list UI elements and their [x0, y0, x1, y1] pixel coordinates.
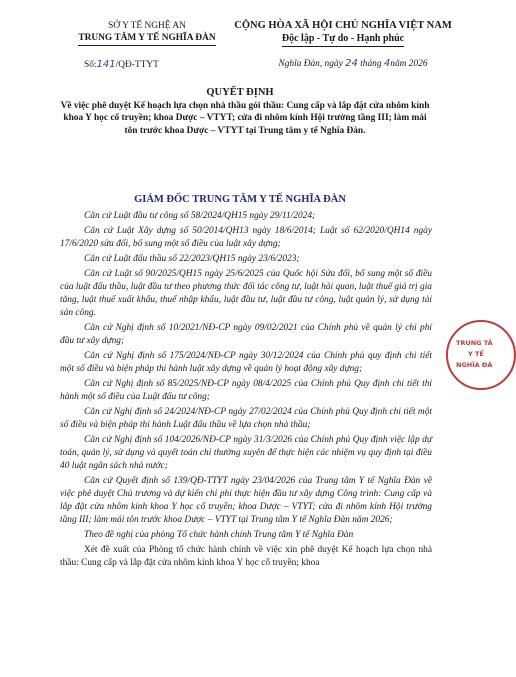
legal-basis-5: Căn cứ Nghị định số 10/2021/NĐ-CP ngày 09/02/2021 của Chính phủ về quản lý chi phí đầu tư xây dựng;	[60, 323, 432, 346]
red-seal-stamp: TRUNG TÂ Y TẾ NGHĨA ĐÀ	[446, 320, 516, 390]
director-heading: GIÁM ĐỐC TRUNG TÂM Y TẾ NGHĨA ĐÀN	[134, 194, 346, 205]
legal-basis-2: Căn cứ Luật Xây dựng số 50/2014/QH13 ngày 18/6/2014; Luật số 62/2020/QH14 ngày 17/6/2020 sửa đổi, bổ sung một số điều của luật xây dựng;	[60, 226, 432, 249]
legal-basis-8: Căn cứ Nghị định số 24/2024/NĐ-CP ngày 27/02/2024 của Chính phủ Quy định chi tiết một số điều và biện pháp thi hành Luật đấu thầu về lựa chọn nhà thầu;	[60, 407, 432, 430]
document-title: QUYẾT ĐỊNH	[206, 87, 274, 98]
consideration-paragraph: Xét đề xuất của Phòng tổ chức hành chính về việc xin phê duyệt Kế hoạch lựa chọn nhà thầu: Cung cấp và lắp đặt cửa nhôm kính khoa Y học cổ truyền; khoa	[60, 545, 432, 568]
agency-name: SỞ Y TẾ NGHỆ AN	[108, 21, 186, 31]
unit-name: TRUNG TÂM Y TẾ NGHĨA ĐÀN	[78, 32, 215, 46]
handwritten-day: 24	[345, 58, 358, 69]
document-subject: Về việc phê duyệt Kế hoạch lựa chọn nhà thầu gói thầu: Cung cấp và lắp đặt cửa nhôm kính khoa Y học cổ truyền; khoa Dược – VTYT; cửa đi nhôm kính Hội trường tầng III; làm mái tôn trước khoa Dược – VTYT tại Trung tâm y tế Nghĩa Đàn.	[60, 101, 430, 136]
legal-basis-4: Căn cứ Luật số 90/2025/QH15 ngày 25/6/2025 của Quốc hội Sửa đổi, bổ sung một số điều của luật đấu thầu, luật đầu tư theo phương thức đối tác công tư, luật hải quan, luật thuế giá trị gia tăng, luật thuế xuất khẩu, thuế nhập khẩu, luật đầu tư, luật đầu tư công, luật quản lý, sử dụng tài sản công.	[60, 269, 432, 318]
nation-title: CỘNG HÒA XÃ HỘI CHỦ NGHĨA VIỆT NAM	[234, 20, 452, 31]
legal-basis-1: Căn cứ Luật đầu tư công số 58/2024/QH15 ngày 29/11/2024;	[84, 211, 316, 221]
legal-basis-10: Căn cứ Quyết định số 139/QĐ-TTYT ngày 23/04/2026 của Trung tâm Y tế Nghĩa Đàn về việc phê duyệt Chủ trương và dự kiến chi phí thực hiện đầu tư xây dựng Công trình: Cung cấp và lắp đặt cửa nhôm kính khoa Y học cổ truyền; khoa Dược – VTYT; cửa đi nhôm kính Hội trường tầng III; làm mái tôn trước khoa Dược – VTYT tại Trung tâm Y tế Nghĩa Đàn năm 2026;	[60, 476, 432, 525]
legal-basis-6: Căn cứ Nghị định số 175/2024/NĐ-CP ngày 30/12/2024 của Chính phủ quy định chi tiết một số điều và biện pháp thi hành luật xây dựng về quản lý hoạt động xây dựng;	[60, 351, 432, 374]
document-number: Số:141/QĐ-TTYT	[84, 59, 159, 70]
issue-date: Nghĩa Đàn, ngày 24 tháng 4năm 2026	[278, 58, 428, 69]
document-body	[60, 210, 432, 572]
motto: Độc lập - Tự do - Hạnh phúc	[282, 32, 404, 47]
legal-basis-7: Căn cứ Nghị định số 85/2025/NĐ-CP ngày 08/4/2025 của Chính phủ Quy định chi tiết thi hành một số điều của Luật đấu tư công;	[60, 379, 432, 402]
handwritten-month: 4	[383, 58, 391, 69]
handwritten-number: 141	[96, 59, 116, 70]
proposal-basis: Theo đề nghị của phòng Tổ chức hành chính Trung tâm Y tế Nghĩa Đàn	[84, 530, 354, 540]
issuer-block	[62, 20, 232, 46]
national-block	[218, 20, 468, 47]
legal-basis-3: Căn cứ Luật đấu thầu số 22/2023/QH15 ngày 23/6/2023;	[84, 254, 300, 264]
legal-basis-9: Căn cứ Nghị định số 104/2026/NĐ-CP ngày 31/3/2026 của Chính phủ Quy định việc lập dự toán, quản lý, sử dụng và quyết toán chi thường xuyên để thực hiện các nhiệm vụ quy định tại điều 40 luật ngân sách nhà nước;	[60, 435, 432, 471]
